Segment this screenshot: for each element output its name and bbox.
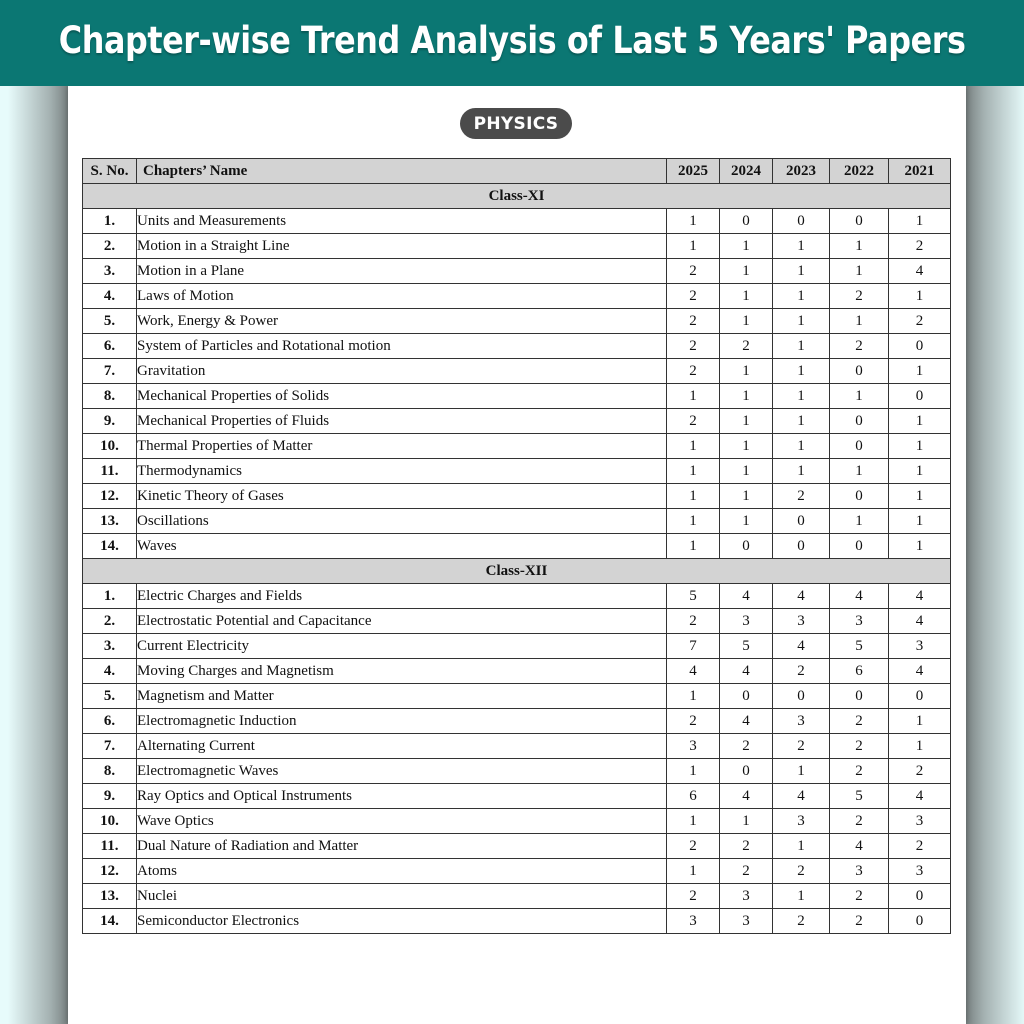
question-count: 2 — [773, 859, 830, 884]
table-row — [83, 684, 951, 709]
chapter-name: Gravitation — [137, 359, 667, 384]
chapter-name: Alternating Current — [137, 734, 667, 759]
question-count: 1 — [720, 259, 773, 284]
question-count: 1 — [720, 384, 773, 409]
left-page-shadow — [8, 86, 68, 1024]
question-count: 1 — [773, 834, 830, 859]
table-row — [83, 234, 951, 259]
table-row — [83, 509, 951, 534]
question-count: 2 — [667, 834, 720, 859]
question-count: 1 — [667, 209, 720, 234]
question-count: 1 — [667, 809, 720, 834]
question-count: 3 — [830, 609, 889, 634]
question-count: 1 — [830, 509, 889, 534]
right-page-shadow — [966, 86, 1024, 1024]
question-count: 2 — [720, 734, 773, 759]
question-count: 1 — [889, 209, 951, 234]
chapter-name: Motion in a Plane — [137, 259, 667, 284]
table-row — [83, 609, 951, 634]
question-count: 7 — [667, 634, 720, 659]
chapter-name: Motion in a Straight Line — [137, 234, 667, 259]
question-count: 0 — [830, 209, 889, 234]
question-count: 1 — [773, 359, 830, 384]
table-body — [83, 184, 951, 934]
question-count: 2 — [830, 284, 889, 309]
table-row — [83, 434, 951, 459]
page-title: Chapter-wise Trend Analysis of Last 5 Years' Papers — [58, 18, 966, 62]
question-count: 1 — [773, 384, 830, 409]
chapter-name: Waves — [137, 534, 667, 559]
chapter-name: Mechanical Properties of Solids — [137, 384, 667, 409]
question-count: 0 — [720, 684, 773, 709]
table-row — [83, 259, 951, 284]
question-count: 3 — [830, 859, 889, 884]
question-count: 4 — [773, 634, 830, 659]
question-count: 3 — [773, 709, 830, 734]
question-count: 0 — [720, 209, 773, 234]
question-count: 3 — [720, 909, 773, 934]
question-count: 2 — [667, 259, 720, 284]
table-row — [83, 209, 951, 234]
chapter-name: System of Particles and Rotational motion — [137, 334, 667, 359]
question-count: 0 — [889, 384, 951, 409]
table-row — [83, 659, 951, 684]
question-count: 1 — [720, 409, 773, 434]
class-section-row — [83, 184, 951, 209]
question-count: 2 — [667, 884, 720, 909]
chapter-name: Electromagnetic Waves — [137, 759, 667, 784]
chapter-name: Dual Nature of Radiation and Matter — [137, 834, 667, 859]
question-count: 6 — [830, 659, 889, 684]
question-count: 1 — [720, 484, 773, 509]
question-count: 1 — [830, 384, 889, 409]
trend-table — [82, 158, 951, 934]
serial-number: 14. — [83, 909, 137, 934]
serial-number: 10. — [83, 809, 137, 834]
question-count: 1 — [889, 459, 951, 484]
table-row — [83, 734, 951, 759]
question-count: 1 — [667, 384, 720, 409]
question-count: 3 — [773, 609, 830, 634]
chapter-name: Semiconductor Electronics — [137, 909, 667, 934]
serial-number: 7. — [83, 359, 137, 384]
question-count: 3 — [773, 809, 830, 834]
question-count: 3 — [889, 859, 951, 884]
chapter-name: Kinetic Theory of Gases — [137, 484, 667, 509]
question-count: 2 — [720, 859, 773, 884]
question-count: 2 — [773, 659, 830, 684]
question-count: 1 — [773, 334, 830, 359]
question-count: 1 — [720, 809, 773, 834]
question-count: 0 — [773, 684, 830, 709]
question-count: 1 — [773, 309, 830, 334]
question-count: 1 — [720, 359, 773, 384]
question-count: 3 — [889, 634, 951, 659]
chapter-name: Electrostatic Potential and Capacitance — [137, 609, 667, 634]
table-row — [83, 284, 951, 309]
question-count: 1 — [889, 534, 951, 559]
question-count: 0 — [830, 484, 889, 509]
table-row — [83, 909, 951, 934]
question-count: 1 — [889, 409, 951, 434]
table-row — [83, 384, 951, 409]
table-row — [83, 459, 951, 484]
question-count: 0 — [889, 909, 951, 934]
question-count: 4 — [720, 659, 773, 684]
question-count: 1 — [667, 234, 720, 259]
header-year: 2025 — [667, 159, 720, 184]
question-count: 4 — [889, 659, 951, 684]
question-count: 0 — [773, 509, 830, 534]
question-count: 1 — [667, 759, 720, 784]
question-count: 1 — [667, 484, 720, 509]
question-count: 2 — [830, 759, 889, 784]
chapter-name: Thermodynamics — [137, 459, 667, 484]
question-count: 3 — [667, 909, 720, 934]
chapter-name: Wave Optics — [137, 809, 667, 834]
serial-number: 5. — [83, 684, 137, 709]
question-count: 4 — [720, 784, 773, 809]
question-count: 1 — [773, 759, 830, 784]
question-count: 2 — [830, 884, 889, 909]
question-count: 2 — [667, 359, 720, 384]
chapter-name: Atoms — [137, 859, 667, 884]
question-count: 4 — [889, 259, 951, 284]
table-row — [83, 359, 951, 384]
serial-number: 2. — [83, 609, 137, 634]
chapter-name: Work, Energy & Power — [137, 309, 667, 334]
question-count: 0 — [889, 684, 951, 709]
question-count: 0 — [830, 434, 889, 459]
class-section-label: Class-XII — [83, 559, 951, 584]
header-year: 2023 — [773, 159, 830, 184]
header-chapter-name: Chapters’ Name — [137, 159, 667, 184]
question-count: 2 — [889, 234, 951, 259]
header-year: 2024 — [720, 159, 773, 184]
question-count: 2 — [889, 309, 951, 334]
table-row — [83, 859, 951, 884]
question-count: 2 — [720, 334, 773, 359]
question-count: 1 — [720, 234, 773, 259]
question-count: 1 — [773, 434, 830, 459]
question-count: 2 — [667, 709, 720, 734]
serial-number: 5. — [83, 309, 137, 334]
question-count: 1 — [720, 434, 773, 459]
question-count: 1 — [773, 409, 830, 434]
table-row — [83, 584, 951, 609]
table-header — [83, 159, 951, 184]
chapter-name: Electromagnetic Induction — [137, 709, 667, 734]
question-count: 3 — [889, 809, 951, 834]
question-count: 1 — [667, 684, 720, 709]
question-count: 2 — [667, 409, 720, 434]
question-count: 1 — [667, 509, 720, 534]
table-row — [83, 484, 951, 509]
table-row — [83, 784, 951, 809]
chapter-name: Ray Optics and Optical Instruments — [137, 784, 667, 809]
question-count: 3 — [720, 884, 773, 909]
header-year: 2022 — [830, 159, 889, 184]
serial-number: 3. — [83, 634, 137, 659]
question-count: 4 — [773, 784, 830, 809]
serial-number: 9. — [83, 409, 137, 434]
question-count: 1 — [720, 509, 773, 534]
serial-number: 12. — [83, 484, 137, 509]
chapter-name: Units and Measurements — [137, 209, 667, 234]
question-count: 2 — [889, 759, 951, 784]
question-count: 4 — [773, 584, 830, 609]
question-count: 1 — [773, 459, 830, 484]
question-count: 0 — [720, 534, 773, 559]
chapter-name: Moving Charges and Magnetism — [137, 659, 667, 684]
document-page — [68, 86, 966, 1024]
serial-number: 1. — [83, 209, 137, 234]
question-count: 0 — [773, 534, 830, 559]
serial-number: 11. — [83, 834, 137, 859]
table-row — [83, 884, 951, 909]
class-section-label: Class-XI — [83, 184, 951, 209]
subject-badge: PHYSICS — [460, 108, 572, 139]
question-count: 3 — [720, 609, 773, 634]
question-count: 0 — [830, 534, 889, 559]
serial-number: 13. — [83, 884, 137, 909]
serial-number: 6. — [83, 709, 137, 734]
chapter-name: Nuclei — [137, 884, 667, 909]
question-count: 1 — [889, 734, 951, 759]
question-count: 1 — [773, 284, 830, 309]
chapter-name: Mechanical Properties of Fluids — [137, 409, 667, 434]
question-count: 1 — [889, 509, 951, 534]
question-count: 2 — [667, 309, 720, 334]
serial-number: 4. — [83, 659, 137, 684]
question-count: 2 — [773, 484, 830, 509]
question-count: 2 — [889, 834, 951, 859]
question-count: 1 — [667, 459, 720, 484]
serial-number: 1. — [83, 584, 137, 609]
table-row — [83, 809, 951, 834]
question-count: 5 — [667, 584, 720, 609]
serial-number: 3. — [83, 259, 137, 284]
question-count: 1 — [667, 859, 720, 884]
question-count: 2 — [773, 909, 830, 934]
question-count: 5 — [720, 634, 773, 659]
question-count: 1 — [830, 259, 889, 284]
serial-number: 8. — [83, 384, 137, 409]
question-count: 0 — [830, 409, 889, 434]
serial-number: 14. — [83, 534, 137, 559]
question-count: 0 — [830, 684, 889, 709]
chapter-name: Thermal Properties of Matter — [137, 434, 667, 459]
table-row — [83, 334, 951, 359]
header-year: 2021 — [889, 159, 951, 184]
question-count: 3 — [667, 734, 720, 759]
question-count: 2 — [830, 909, 889, 934]
serial-number: 6. — [83, 334, 137, 359]
serial-number: 7. — [83, 734, 137, 759]
question-count: 1 — [889, 434, 951, 459]
serial-number: 12. — [83, 859, 137, 884]
table-row — [83, 634, 951, 659]
question-count: 1 — [889, 709, 951, 734]
question-count: 1 — [830, 309, 889, 334]
question-count: 2 — [830, 709, 889, 734]
question-count: 2 — [773, 734, 830, 759]
question-count: 1 — [889, 484, 951, 509]
question-count: 4 — [830, 584, 889, 609]
question-count: 2 — [667, 284, 720, 309]
serial-number: 11. — [83, 459, 137, 484]
table-row — [83, 759, 951, 784]
question-count: 1 — [667, 434, 720, 459]
serial-number: 9. — [83, 784, 137, 809]
question-count: 5 — [830, 784, 889, 809]
question-count: 0 — [773, 209, 830, 234]
question-count: 1 — [720, 459, 773, 484]
question-count: 4 — [720, 709, 773, 734]
question-count: 2 — [720, 834, 773, 859]
question-count: 1 — [720, 309, 773, 334]
question-count: 0 — [830, 359, 889, 384]
table-row — [83, 309, 951, 334]
question-count: 4 — [830, 834, 889, 859]
class-section-row — [83, 559, 951, 584]
question-count: 2 — [830, 734, 889, 759]
question-count: 2 — [667, 334, 720, 359]
question-count: 1 — [889, 359, 951, 384]
header-row — [83, 159, 951, 184]
question-count: 4 — [889, 609, 951, 634]
question-count: 4 — [889, 784, 951, 809]
chapter-name: Current Electricity — [137, 634, 667, 659]
serial-number: 8. — [83, 759, 137, 784]
question-count: 2 — [830, 809, 889, 834]
question-count: 1 — [667, 534, 720, 559]
chapter-name: Oscillations — [137, 509, 667, 534]
question-count: 4 — [720, 584, 773, 609]
table-row — [83, 409, 951, 434]
question-count: 6 — [667, 784, 720, 809]
question-count: 4 — [889, 584, 951, 609]
question-count: 5 — [830, 634, 889, 659]
question-count: 1 — [720, 284, 773, 309]
question-count: 1 — [773, 234, 830, 259]
question-count: 1 — [889, 284, 951, 309]
question-count: 1 — [830, 234, 889, 259]
question-count: 0 — [720, 759, 773, 784]
question-count: 2 — [667, 609, 720, 634]
chapter-name: Electric Charges and Fields — [137, 584, 667, 609]
serial-number: 13. — [83, 509, 137, 534]
question-count: 1 — [773, 884, 830, 909]
question-count: 1 — [773, 259, 830, 284]
table-row — [83, 534, 951, 559]
question-count: 4 — [667, 659, 720, 684]
header-sno: S. No. — [83, 159, 137, 184]
question-count: 0 — [889, 884, 951, 909]
serial-number: 10. — [83, 434, 137, 459]
chapter-name: Laws of Motion — [137, 284, 667, 309]
question-count: 2 — [830, 334, 889, 359]
chapter-name: Magnetism and Matter — [137, 684, 667, 709]
table-row — [83, 834, 951, 859]
question-count: 0 — [889, 334, 951, 359]
table-row — [83, 709, 951, 734]
serial-number: 4. — [83, 284, 137, 309]
question-count: 1 — [830, 459, 889, 484]
title-banner — [0, 0, 1024, 86]
serial-number: 2. — [83, 234, 137, 259]
